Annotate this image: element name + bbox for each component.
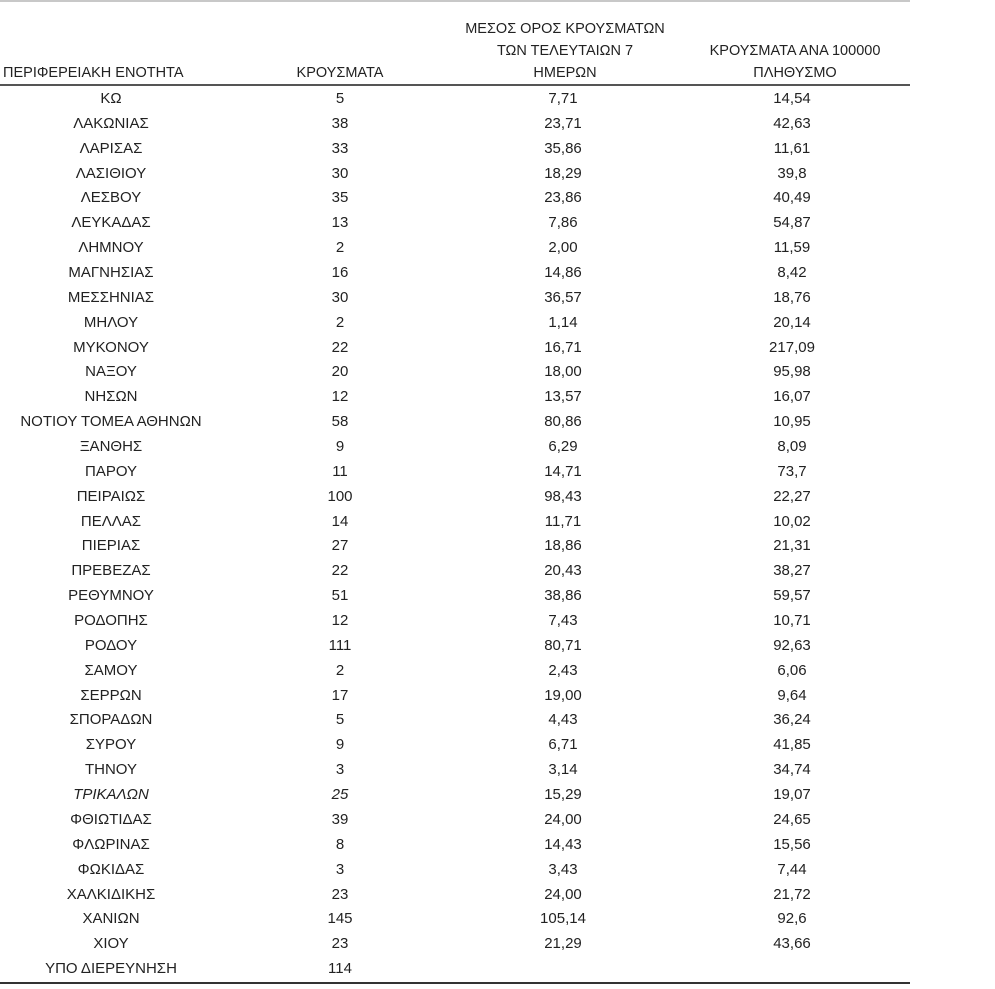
region-cell: ΜΗΛΟΥ [83, 313, 139, 331]
per100k-cell: 10,02 [773, 512, 811, 530]
header-region: ΠΕΡΙΦΕΡΕΙΑΚΗ ΕΝΟΤΗΤΑ [3, 65, 184, 81]
region-cell: ΚΩ [100, 90, 122, 107]
cases-cell: 33 [331, 139, 349, 157]
cases-cell: 13 [331, 214, 349, 232]
table-row [0, 609, 910, 634]
per100k-cell: 14,54 [773, 90, 811, 107]
table-row [0, 659, 910, 684]
avg7-cell: 80,86 [544, 413, 582, 431]
table-row [0, 634, 910, 659]
table-row [0, 87, 910, 112]
cases-cell: 145 [327, 910, 353, 928]
cases-cell: 25 [331, 786, 349, 804]
cases-cell: 17 [331, 686, 349, 704]
per100k-cell: 10,71 [773, 612, 811, 630]
per100k-cell: 15,56 [773, 835, 811, 853]
region-cell: ΛΗΜΝΟΥ [78, 239, 144, 257]
avg7-cell: 1,14 [548, 313, 578, 331]
cases-cell: 3 [335, 761, 345, 779]
cases-cell: 111 [328, 636, 352, 654]
cases-cell: 114 [328, 960, 352, 978]
region-cell: ΤΡΙΚΑΛΩΝ [73, 786, 149, 804]
cases-cell: 2 [335, 661, 345, 679]
cases-cell: 20 [331, 363, 349, 381]
header-divider [0, 84, 910, 86]
region-cell: ΡΟΔΟΠΗΣ [74, 612, 148, 630]
per100k-cell: 22,27 [773, 487, 811, 505]
region-cell: ΜΥΚΟΝΟΥ [73, 338, 149, 356]
region-cell: ΣΠΟΡΑΔΩΝ [69, 711, 153, 729]
per100k-cell: 59,57 [773, 587, 811, 605]
table-row [0, 211, 910, 236]
per100k-cell: 8,09 [777, 438, 807, 456]
per100k-cell: 21,72 [773, 885, 811, 903]
region-cell: ΛΕΥΚΑΔΑΣ [71, 214, 151, 232]
cases-cell: 22 [331, 562, 349, 580]
cases-cell: 3 [335, 860, 345, 878]
cases-cell: 2 [335, 239, 345, 257]
cases-cell: 9 [335, 736, 345, 754]
table-row [0, 112, 910, 137]
per100k-cell: 92,6 [777, 910, 807, 928]
table-row [0, 385, 910, 410]
avg7-cell: 14,86 [544, 264, 582, 282]
region-cell: ΝΑΞΟΥ [85, 363, 137, 381]
region-cell: ΡΟΔΟΥ [84, 636, 138, 654]
avg7-cell: 23,86 [544, 189, 582, 207]
table-row [0, 485, 910, 510]
avg7-cell: 2,43 [548, 661, 578, 679]
region-cell: ΛΑΣΙΘΙΟΥ [75, 164, 147, 182]
avg7-cell: 98,43 [544, 487, 582, 505]
per100k-cell: 38,27 [773, 562, 811, 580]
header-cases-per-100k-line1: ΚΡΟΥΣΜΑΤΑ ΑΝΑ 100000 [709, 43, 881, 59]
region-cell: ΧΙΟΥ [93, 935, 129, 953]
per100k-cell: 24,65 [773, 810, 811, 828]
region-cell: ΣΕΡΡΩΝ [80, 686, 142, 704]
per100k-cell: 36,24 [773, 711, 811, 729]
header-7day-average-line3: ΗΜΕΡΩΝ [533, 65, 597, 81]
table-row [0, 534, 910, 559]
region-cell: ΛΑΚΩΝΙΑΣ [73, 114, 149, 132]
avg7-cell: 23,71 [544, 114, 582, 132]
per100k-cell: 20,14 [773, 313, 811, 331]
per100k-cell: 11,59 [773, 239, 811, 257]
cases-cell: 100 [327, 487, 353, 505]
per100k-cell: 6,06 [777, 661, 807, 679]
table-row [0, 559, 910, 584]
per100k-cell: 19,07 [773, 786, 811, 804]
table-row [0, 684, 910, 709]
table-row [0, 808, 910, 833]
region-cell: ΛΕΣΒΟΥ [80, 189, 142, 207]
table-row [0, 286, 910, 311]
per100k-cell: 42,63 [773, 114, 811, 132]
top-border-line [0, 0, 910, 2]
region-cell: ΡΕΘΥΜΝΟΥ [68, 587, 154, 605]
header-cases: ΚΡΟΥΣΜΑΤΑ [296, 65, 384, 81]
avg7-cell: 20,43 [544, 562, 582, 580]
per100k-cell: 217,09 [769, 338, 815, 356]
cases-cell: 38 [331, 114, 349, 132]
per100k-cell: 8,42 [777, 264, 807, 282]
cases-cell: 23 [331, 885, 349, 903]
region-cell: ΜΕΣΣΗΝΙΑΣ [67, 288, 155, 306]
avg7-cell: 105,14 [540, 910, 586, 928]
avg7-cell: 6,71 [548, 736, 578, 754]
cases-cell: 16 [331, 264, 349, 282]
cases-cell: 9 [335, 438, 345, 456]
avg7-cell: 14,71 [544, 462, 582, 480]
per100k-cell: 10,95 [773, 413, 811, 431]
cases-cell: 8 [335, 835, 345, 853]
table-body [0, 87, 910, 982]
region-cell: ΣΥΡΟΥ [85, 736, 137, 754]
region-cell: ΝΗΣΩΝ [84, 388, 138, 406]
table-row [0, 261, 910, 286]
table-row [0, 510, 910, 535]
cases-cell: 2 [335, 313, 345, 331]
region-cell: ΥΠΟ ΔΙΕΡΕΥΝΗΣΗ [45, 960, 177, 978]
cases-cell: 27 [331, 537, 349, 555]
avg7-cell: 36,57 [544, 288, 582, 306]
avg7-cell: 4,43 [548, 711, 578, 729]
cases-cell: 39 [331, 810, 349, 828]
region-cell: ΦΛΩΡΙΝΑΣ [72, 835, 150, 853]
table-row [0, 137, 910, 162]
region-cell: ΛΑΡΙΣΑΣ [79, 139, 143, 157]
header-cases-per-100k [680, 40, 910, 84]
avg7-cell: 3,14 [548, 761, 578, 779]
header-cases-per-100k-line2: ΠΛΗΘΥΣΜΟ [753, 65, 837, 81]
region-cell: ΦΘΙΩΤΙΔΑΣ [70, 810, 152, 828]
avg7-cell: 7,71 [548, 90, 578, 107]
table-row [0, 162, 910, 187]
per100k-cell: 21,31 [773, 537, 811, 555]
avg7-cell: 7,43 [548, 612, 578, 630]
per100k-cell: 39,8 [777, 164, 807, 182]
table-row [0, 311, 910, 336]
region-cell: ΜΑΓΝΗΣΙΑΣ [68, 264, 154, 282]
cases-cell: 35 [331, 189, 349, 207]
region-cell: ΧΑΝΙΩΝ [82, 910, 140, 928]
avg7-cell: 24,00 [544, 885, 582, 903]
region-cell: ΦΩΚΙΔΑΣ [77, 860, 145, 878]
table-row [0, 460, 910, 485]
cases-cell: 23 [331, 935, 349, 953]
cases-cell: 30 [331, 164, 349, 182]
avg7-cell: 3,43 [548, 860, 578, 878]
per100k-cell: 73,7 [777, 462, 807, 480]
per100k-cell: 40,49 [773, 189, 811, 207]
per100k-cell: 92,63 [773, 636, 811, 654]
header-7day-average-line2: ΤΩΝ ΤΕΛΕΥΤΑΙΩΝ 7 [496, 43, 634, 59]
table-row [0, 360, 910, 385]
region-cell: ΤΗΝΟΥ [84, 761, 138, 779]
table-row [0, 758, 910, 783]
per100k-cell: 34,74 [773, 761, 811, 779]
table-row [0, 733, 910, 758]
per100k-cell: 9,64 [777, 686, 807, 704]
table-row [0, 907, 910, 932]
cases-cell: 5 [335, 90, 345, 107]
region-cell: ΧΑΛΚΙΔΙΚΗΣ [66, 885, 156, 903]
avg7-cell: 80,71 [544, 636, 582, 654]
region-cell: ΠΕΙΡΑΙΩΣ [76, 487, 146, 505]
avg7-cell: 18,29 [544, 164, 582, 182]
table-row [0, 957, 910, 982]
table-row [0, 236, 910, 261]
region-cell: ΠΕΛΛΑΣ [80, 512, 142, 530]
cases-cell: 22 [331, 338, 349, 356]
region-cell: ΠΑΡΟΥ [84, 462, 138, 480]
region-cell: ΞΑΝΘΗΣ [79, 438, 143, 456]
cases-cell: 5 [335, 711, 345, 729]
avg7-cell: 11,71 [544, 512, 582, 530]
region-cell: ΠΡΕΒΕΖΑΣ [71, 562, 151, 580]
per100k-cell: 43,66 [773, 935, 811, 953]
cases-cell: 11 [332, 462, 348, 480]
avg7-cell: 38,86 [544, 587, 582, 605]
cases-cell: 58 [331, 413, 349, 431]
cases-cell: 12 [331, 388, 349, 406]
per100k-cell: 41,85 [773, 736, 811, 754]
cases-cell: 51 [331, 587, 349, 605]
table-header [0, 14, 910, 84]
header-7day-average [440, 18, 690, 84]
table-row [0, 932, 910, 957]
avg7-cell: 14,43 [544, 835, 582, 853]
avg7-cell: 19,00 [544, 686, 582, 704]
avg7-cell: 16,71 [544, 338, 582, 356]
avg7-cell: 21,29 [544, 935, 582, 953]
per100k-cell: 16,07 [773, 388, 811, 406]
per100k-cell: 18,76 [773, 288, 811, 306]
table-row [0, 833, 910, 858]
table-row [0, 584, 910, 609]
region-cell: ΝΟΤΙΟΥ ΤΟΜΕΑ ΑΘΗΝΩΝ [20, 413, 202, 431]
table-row [0, 708, 910, 733]
avg7-cell: 18,86 [544, 537, 582, 555]
bottom-divider [0, 982, 910, 984]
avg7-cell: 2,00 [548, 239, 578, 257]
table-row [0, 410, 910, 435]
table-row [0, 783, 910, 808]
header-7day-average-line1: ΜΕΣΟΣ ΟΡΟΣ ΚΡΟΥΣΜΑΤΩΝ [465, 21, 665, 37]
avg7-cell: 15,29 [544, 786, 582, 804]
avg7-cell: 18,00 [544, 363, 582, 381]
per100k-cell: 11,61 [773, 139, 811, 157]
table-row [0, 858, 910, 883]
table-row [0, 336, 910, 361]
table-row [0, 186, 910, 211]
per100k-cell: 54,87 [773, 214, 811, 232]
table-row [0, 435, 910, 460]
avg7-cell: 6,29 [548, 438, 578, 456]
region-cell: ΠΙΕΡΙΑΣ [81, 537, 141, 555]
avg7-cell: 35,86 [544, 139, 582, 157]
avg7-cell: 7,86 [548, 214, 578, 232]
region-cell: ΣΑΜΟΥ [84, 661, 138, 679]
avg7-cell: 24,00 [544, 810, 582, 828]
cases-cell: 12 [331, 612, 349, 630]
per100k-cell: 95,98 [773, 363, 811, 381]
cases-cell: 14 [331, 512, 349, 530]
per100k-cell: 7,44 [777, 860, 807, 878]
cases-cell: 30 [331, 288, 349, 306]
avg7-cell: 13,57 [544, 388, 582, 406]
table-row [0, 883, 910, 908]
